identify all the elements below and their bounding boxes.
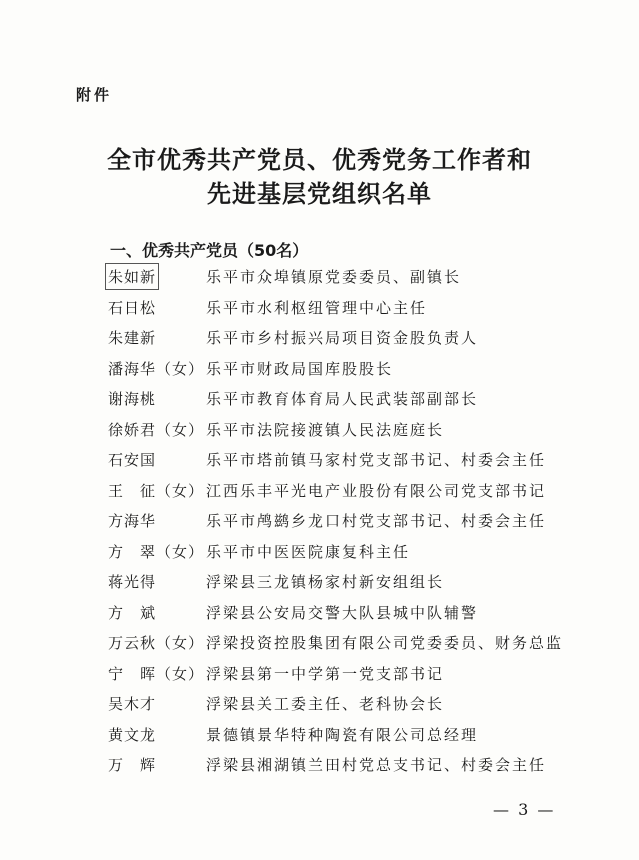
member-name: 万云秋（女） bbox=[108, 634, 205, 652]
member-role: 江西乐丰平光电产业股份有限公司党支部书记 bbox=[206, 481, 547, 500]
member-name: 谢海桃 bbox=[108, 390, 157, 408]
member-role: 乐平市中医医院康复科主任 bbox=[206, 542, 411, 561]
member-role: 浮梁投资控股集团有限公司党委委员、财务总监 bbox=[206, 634, 564, 652]
member-name: 石安国 bbox=[108, 451, 157, 469]
member-name: 朱建新 bbox=[108, 329, 157, 347]
member-role: 乐平市众埠镇原党委委员、副镇长 bbox=[206, 268, 462, 286]
member-role: 景德镇景华特种陶瓷有限公司总经理 bbox=[206, 725, 479, 744]
list-item bbox=[0, 293, 639, 323]
member-name: 方海华 bbox=[108, 512, 157, 530]
list-item bbox=[0, 445, 639, 475]
section-heading: 一、优秀共产党员（50名） bbox=[110, 241, 309, 260]
page-number: — 3 — bbox=[493, 800, 556, 819]
member-role: 浮梁县关工委主任、老科协会长 bbox=[206, 695, 445, 713]
member-name: 朱如新 bbox=[108, 268, 157, 286]
list-item bbox=[0, 689, 639, 719]
list-item bbox=[0, 415, 639, 445]
member-role: 乐平市水利枢纽管理中心主任 bbox=[206, 298, 428, 317]
document-title-line-2: 先进基层党组织名单 bbox=[207, 179, 432, 208]
list-item bbox=[0, 384, 639, 414]
member-role: 乐平市鸬鹚乡龙口村党支部书记、村委会主任 bbox=[206, 512, 547, 530]
member-name: 王 征（女） bbox=[108, 481, 205, 500]
list-item bbox=[0, 567, 639, 597]
member-name: 宁 晖（女） bbox=[108, 664, 205, 683]
document-title-line-1: 全市优秀共产党员、优秀党务工作者和 bbox=[107, 145, 532, 174]
member-role: 浮梁县湘湖镇兰田村党总支书记、村委会主任 bbox=[206, 756, 547, 774]
member-role: 浮梁县第一中学第一党支部书记 bbox=[206, 664, 445, 683]
member-name: 方 斌 bbox=[108, 603, 157, 622]
list-item bbox=[0, 598, 639, 628]
member-name: 石日松 bbox=[108, 298, 157, 317]
list-item bbox=[0, 506, 639, 536]
member-name: 万 辉 bbox=[108, 756, 157, 774]
list-item bbox=[0, 628, 639, 658]
list-item bbox=[0, 323, 639, 353]
member-role: 乐平市乡村振兴局项目资金股负责人 bbox=[206, 329, 479, 347]
member-role: 浮梁县公安局交警大队县城中队辅警 bbox=[206, 603, 479, 622]
list-item bbox=[0, 262, 639, 292]
member-role: 乐平市教育体育局人民武装部副部长 bbox=[206, 390, 479, 408]
list-item bbox=[0, 659, 639, 689]
member-name: 蒋光得 bbox=[108, 573, 157, 591]
member-name: 潘海华（女） bbox=[108, 359, 205, 378]
member-role: 乐平市财政局国库股股长 bbox=[206, 359, 394, 378]
member-name: 徐娇君（女） bbox=[108, 420, 205, 439]
list-item bbox=[0, 354, 639, 384]
member-role: 浮梁县三龙镇杨家村新安组组长 bbox=[206, 573, 445, 591]
member-name: 黄文龙 bbox=[108, 725, 157, 744]
list-item bbox=[0, 476, 639, 506]
member-name: 吴木才 bbox=[108, 695, 157, 713]
list-item bbox=[0, 750, 639, 780]
member-role: 乐平市塔前镇马家村党支部书记、村委会主任 bbox=[206, 451, 547, 469]
member-name: 方 翠（女） bbox=[108, 542, 205, 561]
list-item bbox=[0, 537, 639, 567]
list-item bbox=[0, 720, 639, 750]
member-role: 乐平市法院接渡镇人民法庭庭长 bbox=[206, 420, 445, 439]
attachment-label: 附件 bbox=[76, 86, 113, 104]
